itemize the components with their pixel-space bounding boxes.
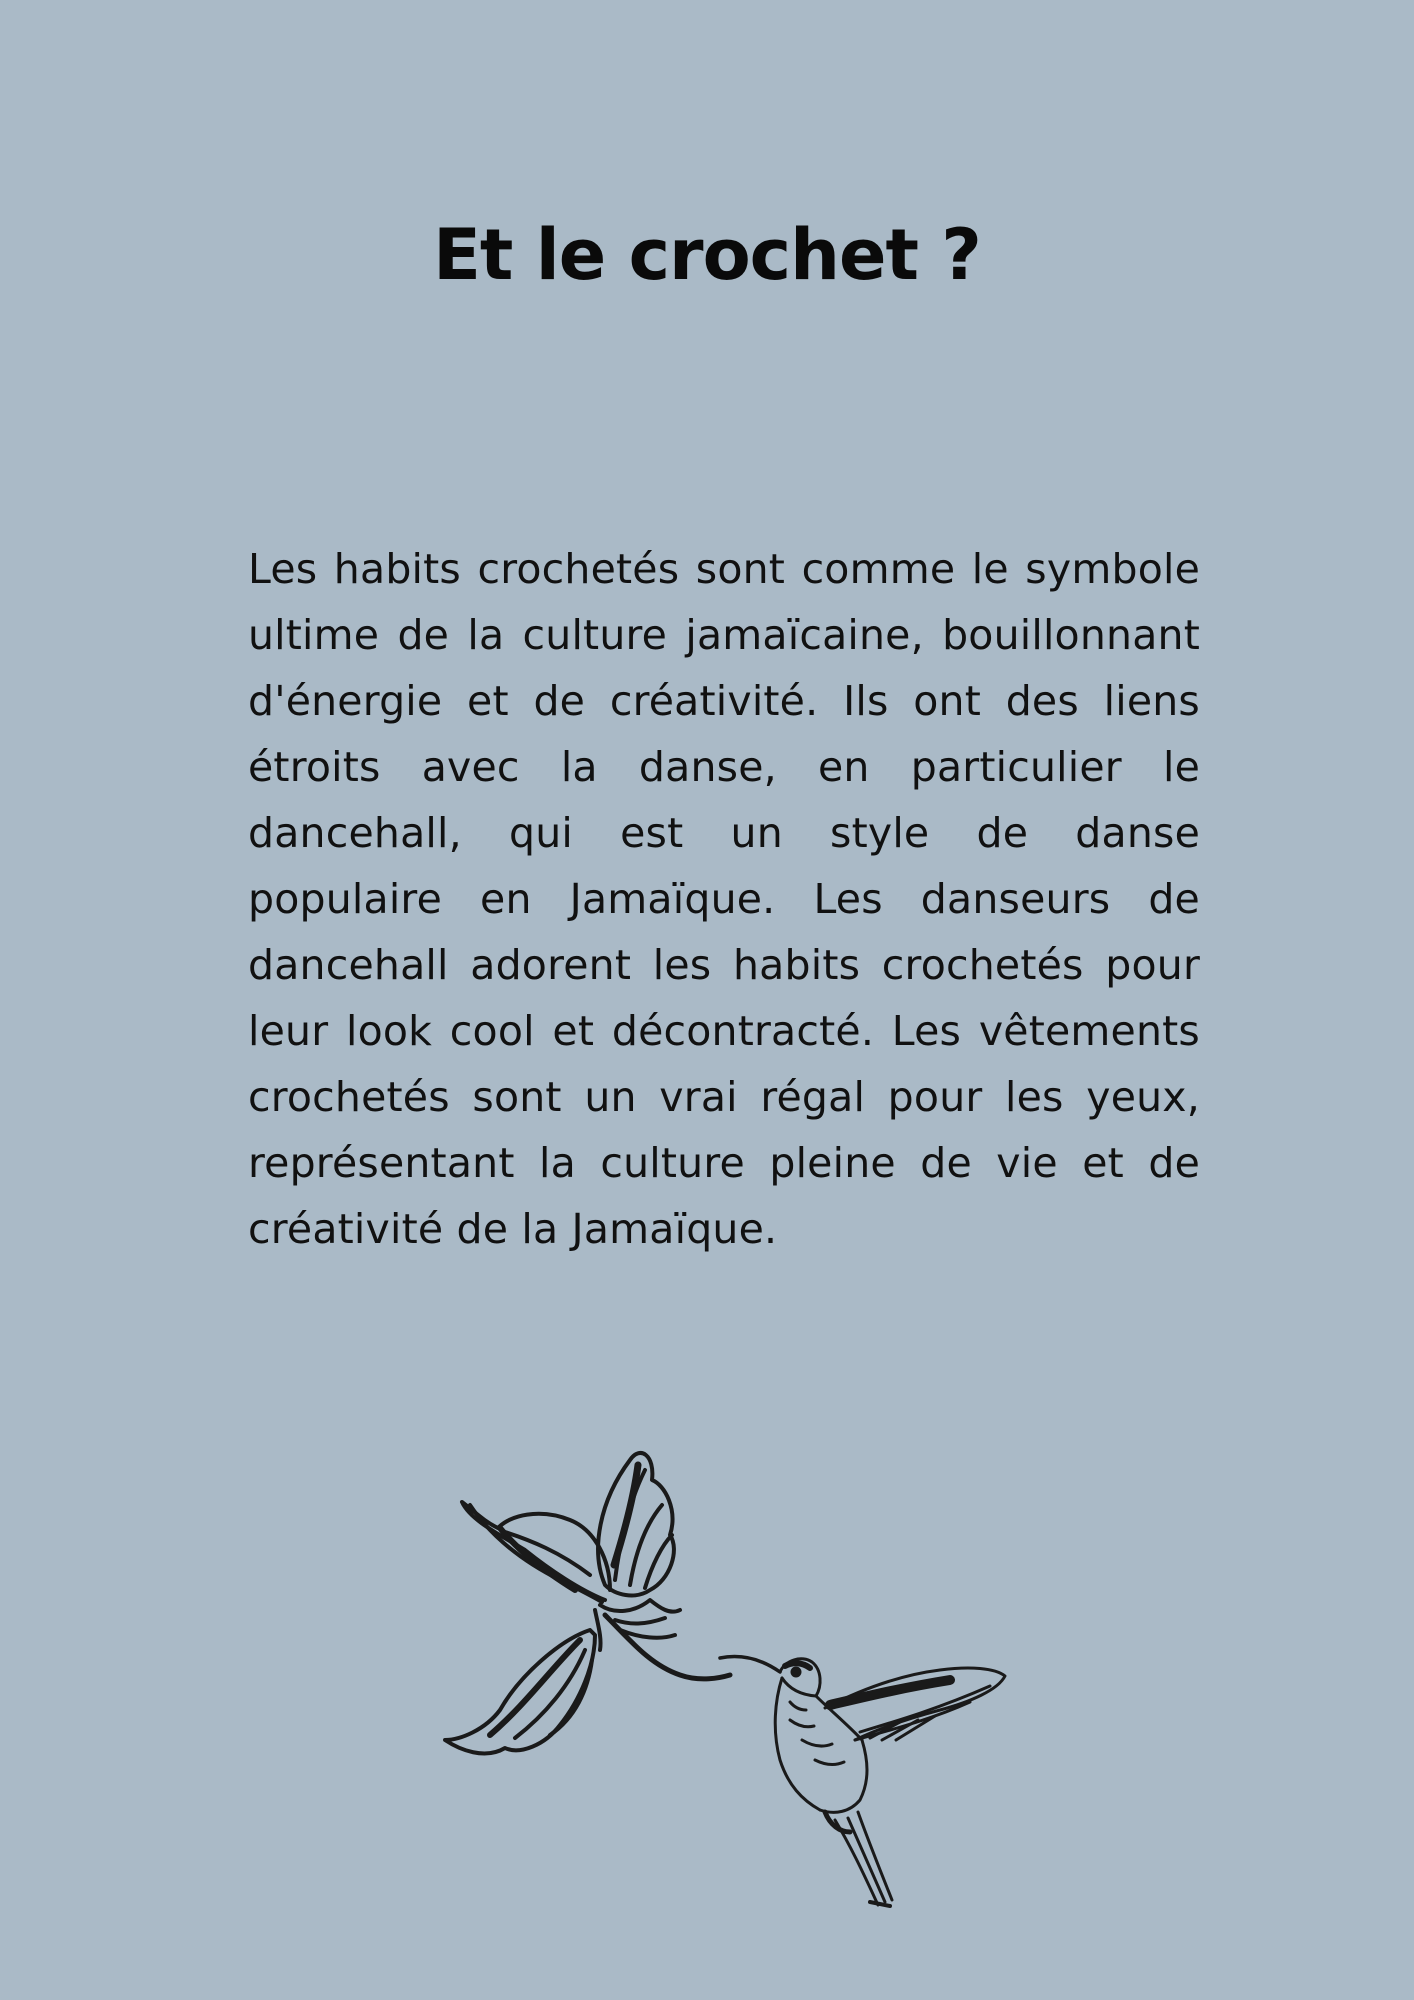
page-title: Et le crochet ? bbox=[433, 214, 981, 296]
hummingbird-icon bbox=[720, 1657, 1005, 1906]
title-container bbox=[0, 214, 1414, 296]
body-paragraph: Les habits crochetés sont comme le symbole ultime de la culture jamaïcaine, bouillonnant d'énergie et de créativité. Ils ont des liens étroits avec la danse, en particulier le dancehall, qui est un style de danse populaire en Jamaïque. Les danseurs de dancehall adorent les habits crochetés pour leur look cool et décontracté. Les vêtements crochetés sont un vrai régal pour les yeux, représentant la culture pleine de vie et de créativité de la Jamaïque. bbox=[248, 545, 1200, 1253]
illustration-svg bbox=[430, 1440, 1020, 1940]
illustration bbox=[430, 1440, 1020, 1940]
hibiscus-flower-icon bbox=[445, 1453, 730, 1754]
